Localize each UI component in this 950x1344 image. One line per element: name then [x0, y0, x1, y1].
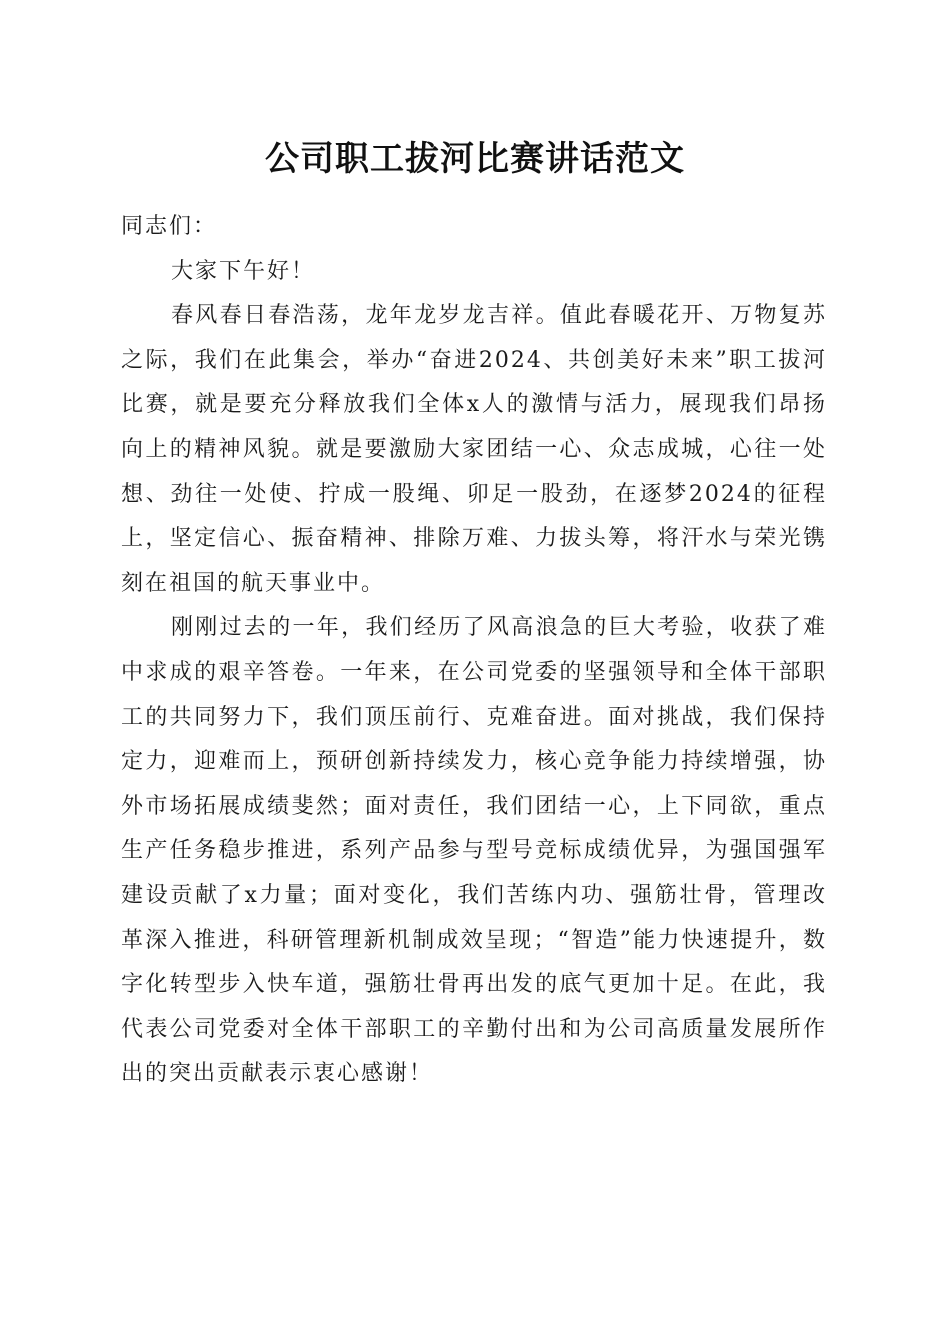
paragraph-review: 刚刚过去的一年，我们经历了风高浪急的巨大考验，收获了难中求成的艰辛答卷。一年来，在公司党委的坚强领导和全体干部职工的共同努力下，我们顶压前行、克难奋进。面对挑战，我们保持定力，迎难而上，预研创新持续发力，核心竞争能力持续增强，协外市场拓展成绩斐然；面对责任，我们团结一心，上下同欲，重点生产任务稳步推进，系列产品参与型号竞标成绩优异，为强国强军建设贡献了x力量；面对变化，我们苦练内功、强筋壮骨，管理改革深入推进，科研管理新机制成效呈现；“智造”能力快速提升，数字化转型步入快车道，强筋壮骨再出发的底气更加十足。在此，我代表公司党委对全体干部职工的辛勤付出和为公司高质量发展所作出的突出贡献表示衷心感谢！: [121, 615, 827, 1087]
paragraph-opening: 春风春日春浩荡，龙年龙岁龙吉祥。值此春暖花开、万物复苏之际，我们在此集会，举办“奋进2024、共创美好未来”职工拔河比赛，就是要充分释放我们全体x人的激情与活力，展现我们昂扬向上的精神风貌。就是要激励大家团结一心、众志成城，心往一处想、劲往一处使、拧成一股绳、卯足一股劲，在逐梦2024的征程上，坚定信心、振奋精神、排除万难、力拔头筹，将汗水与荣光镌刻在祖国的航天事业中。: [121, 303, 827, 596]
document-body: [121, 205, 827, 1097]
paragraph-greeting: 大家下午好！: [171, 258, 316, 284]
salutation: 同志们：: [121, 214, 218, 239]
document-title: 公司职工拔河比赛讲话范文: [265, 139, 685, 179]
